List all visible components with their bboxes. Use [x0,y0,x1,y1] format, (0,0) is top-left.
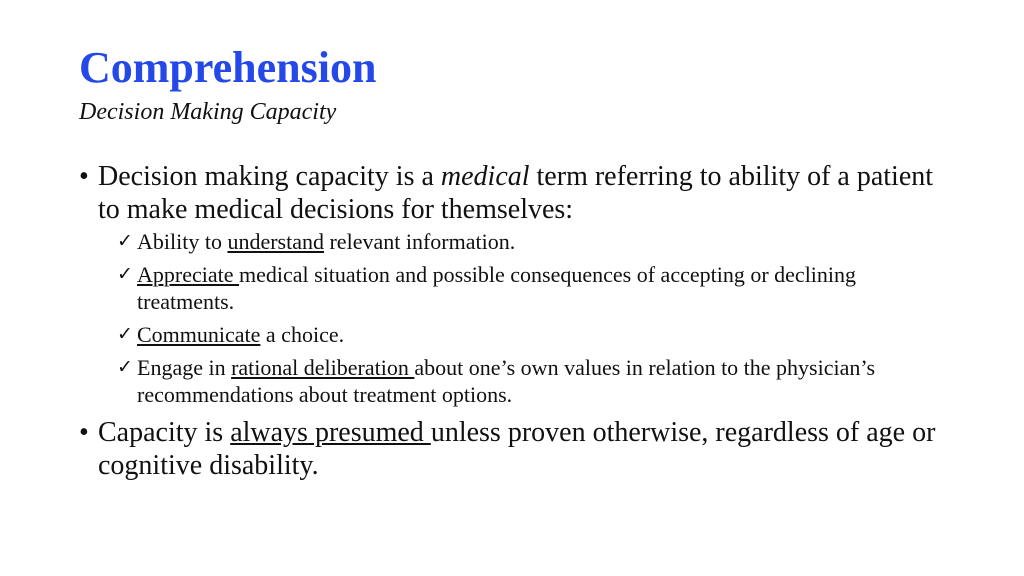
bullet-item [79,416,939,482]
checklist-underlined: Appreciate [137,262,239,287]
checklist-item [79,228,939,255]
bullet-underlined: always presumed [230,417,431,448]
checklist-underlined: understand [227,229,324,254]
checkmark-icon: ✓ [117,323,133,345]
checkmark-icon: ✓ [117,263,133,285]
checkmark-icon: ✓ [117,356,133,378]
checkmark-icon: ✓ [117,230,133,252]
checklist-text: about one’s own values in relation to the physician’s recommendations about treatment options. [137,355,876,407]
page-subtitle: Decision Making Capacity [79,99,337,125]
checklist-item [79,321,939,348]
bullet-item [79,160,939,226]
checklist-item [79,261,939,315]
checklist-text: Engage in [137,355,232,380]
bullet-text: term referring to ability of a patient to make medical decisions for themselves: [98,161,934,225]
bullet-text: Capacity is [98,417,231,448]
checklist-underlined: Communicate [137,322,261,347]
bullet-emphasis: medical [440,161,530,192]
bullet-dot-icon: • [79,417,89,448]
checklist-underlined: rational deliberation [231,355,415,380]
bullet-dot-icon: • [79,161,89,192]
slide-body [79,160,939,482]
checklist-text: Ability to [137,229,228,254]
checklist-item [79,354,939,408]
checklist-text: a choice. [260,322,345,347]
checklist [79,228,939,408]
bullet-text: unless proven otherwise, regardless of age or cognitive disability. [98,417,936,481]
checklist-text: relevant information. [323,229,516,254]
bullet-text: Decision making capacity is a [98,161,441,192]
page-title: Comprehension [79,43,377,92]
checklist-text: medical situation and possible consequences of accepting or declining treatments. [137,262,857,314]
